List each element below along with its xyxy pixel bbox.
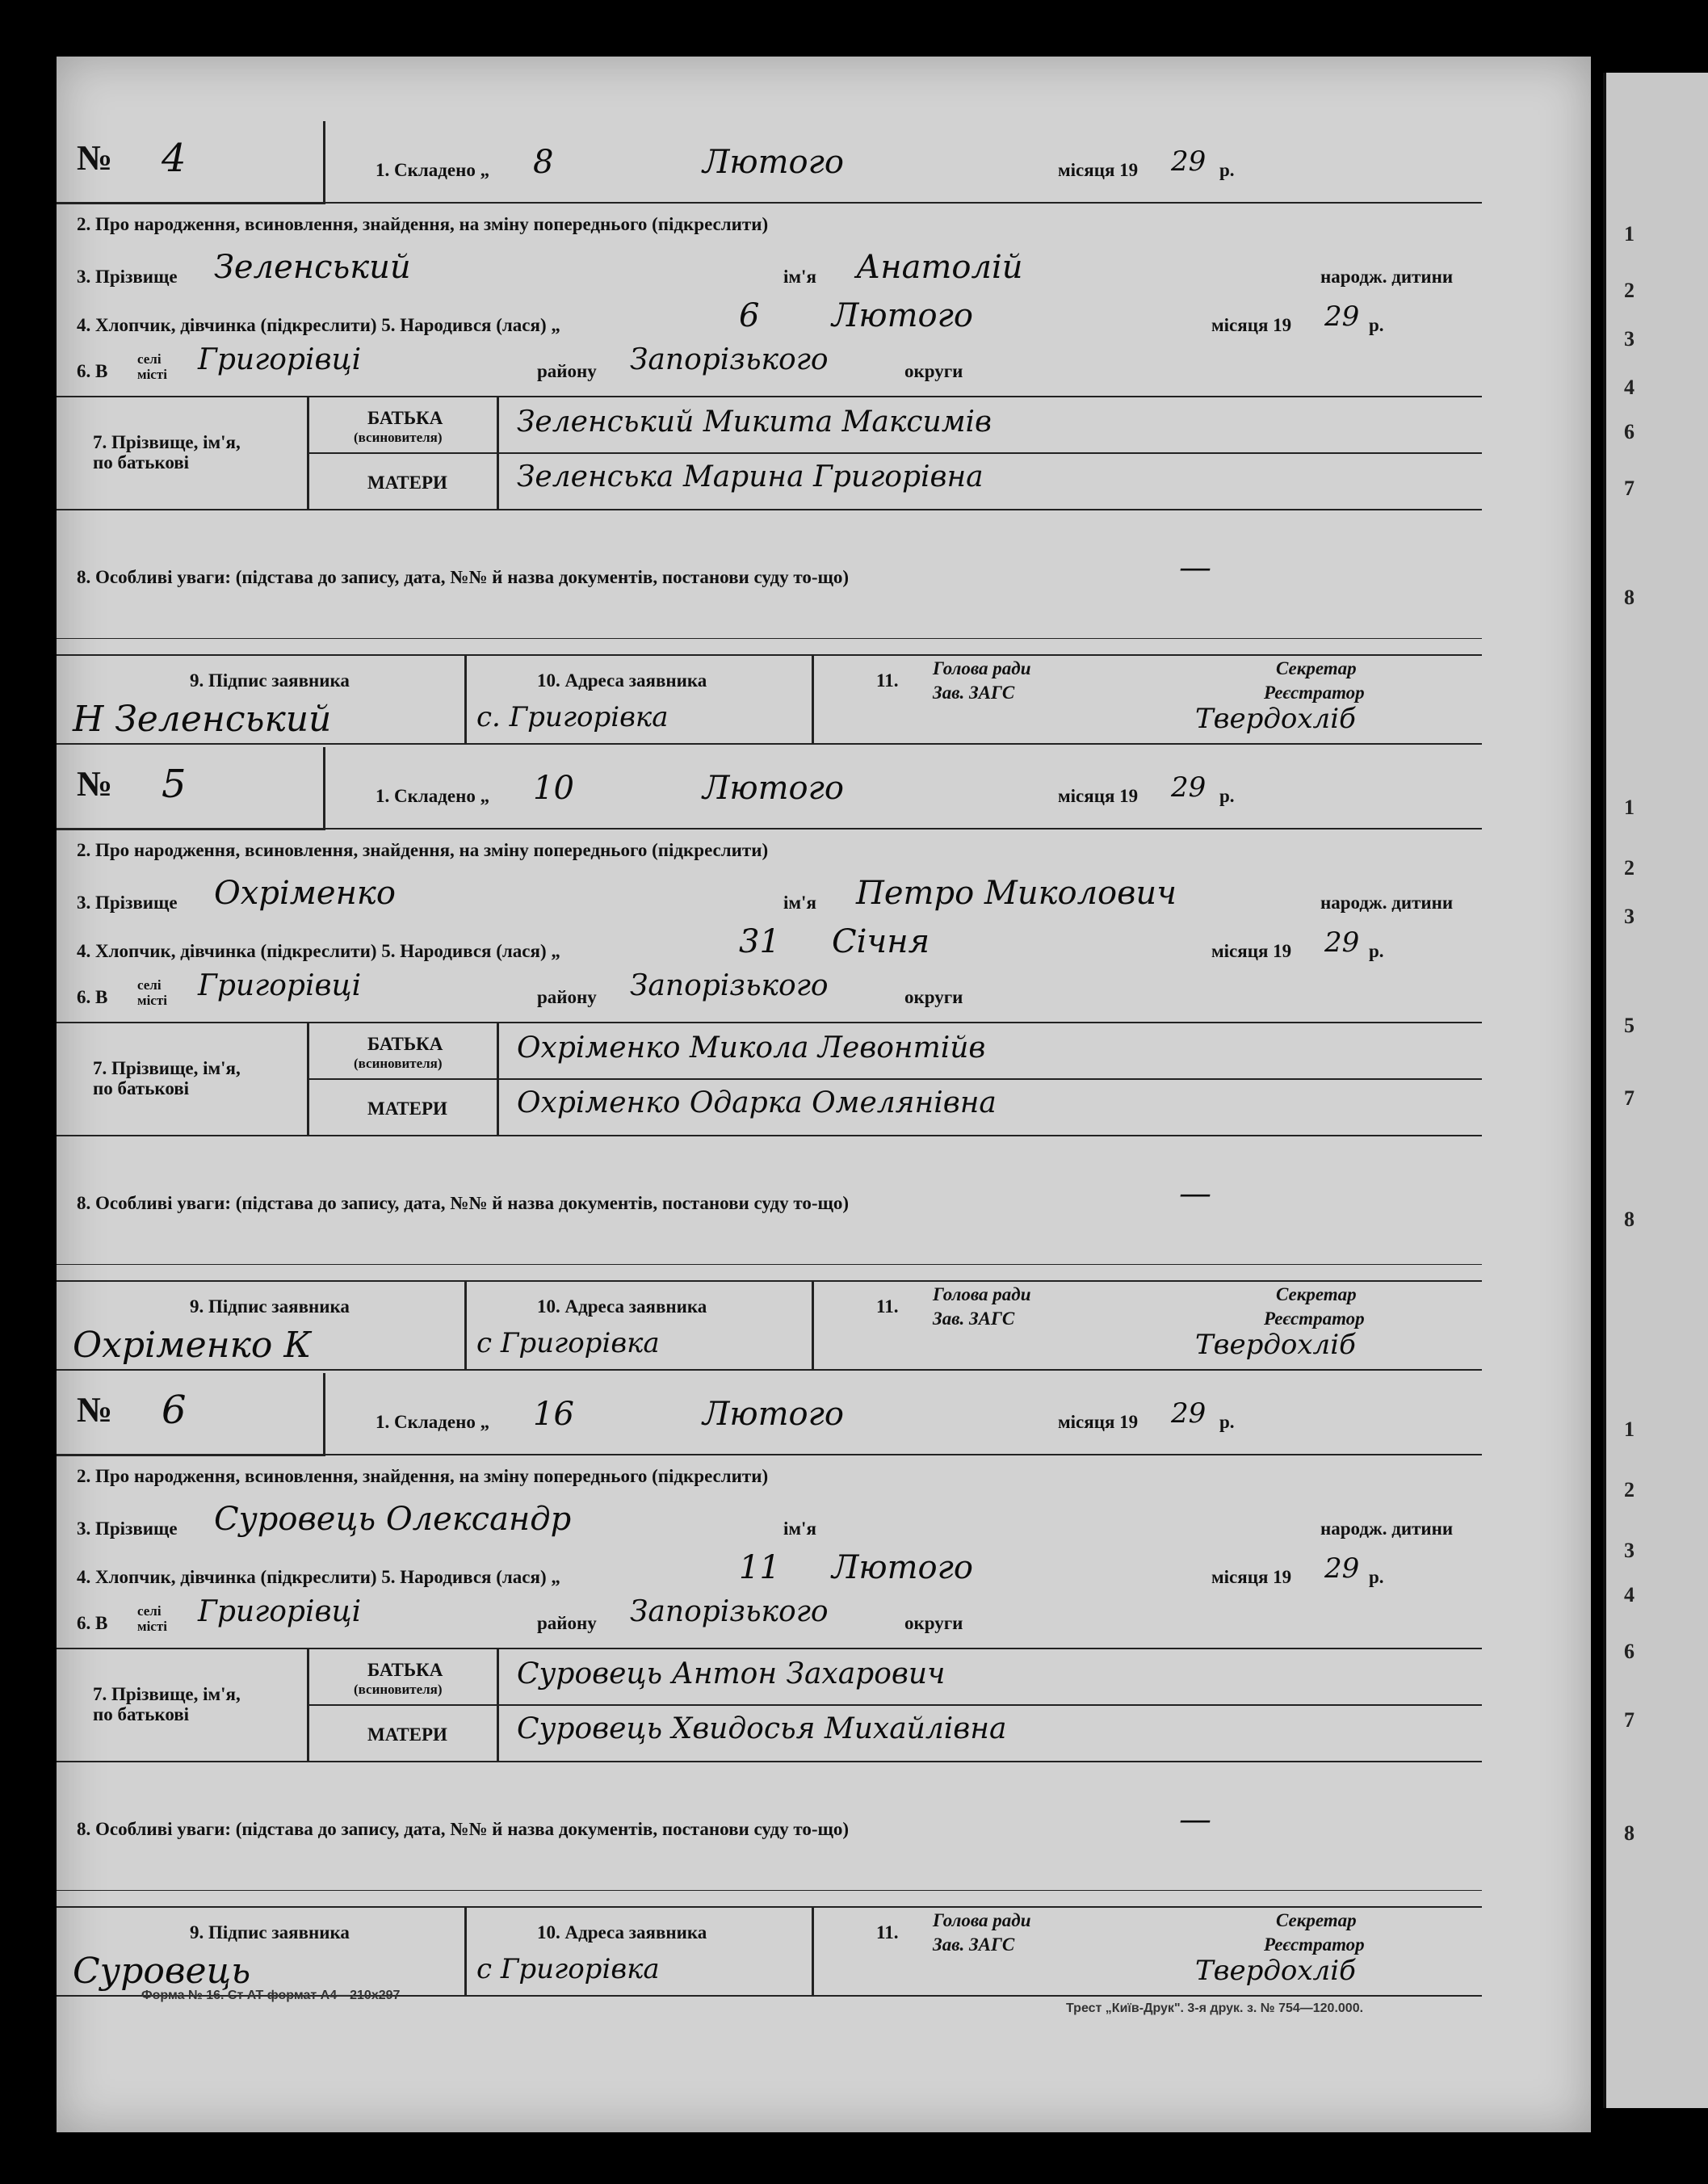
town-label: місті xyxy=(137,1619,167,1634)
village-label: селі xyxy=(137,351,162,367)
birth-year-suffix: р. xyxy=(1369,941,1384,961)
neighbor-row-number: 6 xyxy=(1624,1640,1635,1663)
record-number: 4 xyxy=(162,136,187,181)
neighbor-row-number: 1 xyxy=(1624,796,1635,819)
birth-year: 29 xyxy=(1324,1552,1360,1585)
composed-month: Лютого xyxy=(703,1396,844,1433)
registrar-signature: Твердохліб xyxy=(1195,1329,1356,1361)
neighbor-row-number: 2 xyxy=(1624,279,1635,302)
sign-label: 9. Підпис заявника xyxy=(190,1922,350,1942)
zags-label: Зав. ЗАГС xyxy=(933,1934,1015,1955)
record-number-sign: № xyxy=(77,138,113,178)
head-number: 11. xyxy=(876,1296,899,1317)
okrug-label: округи xyxy=(904,361,963,381)
district-label: району xyxy=(537,987,597,1007)
notes-label: 8. Особливі уваги: (підстава до запису, дата, №№ й назва документів, постанови суду то-що) xyxy=(77,1819,850,1839)
father-label: БАТЬКА xyxy=(367,1660,443,1680)
district: Запорізького xyxy=(630,343,829,376)
divider xyxy=(307,452,1482,454)
parents-label-2: по батькові xyxy=(93,452,190,472)
child-label: народж. дитини xyxy=(1320,267,1454,287)
zags-label: Зав. ЗАГС xyxy=(933,682,1015,703)
divider xyxy=(57,743,1482,745)
father-name: Зеленський Микита Максимів xyxy=(517,405,992,439)
neighbor-row-number: 8 xyxy=(1624,1821,1635,1845)
record-number: 6 xyxy=(162,1388,187,1433)
event-type-label: 2. Про народження, всиновлення, знайдення, на зміну попереднього (підкреслити) xyxy=(77,840,769,860)
village-label: селі xyxy=(137,1603,162,1619)
registrar-label: Реєстратор xyxy=(1264,1934,1365,1955)
divider xyxy=(812,1280,814,1369)
surname-label: 3. Прізвище xyxy=(77,1518,178,1539)
applicant-signature: Охріменко К xyxy=(73,1325,312,1366)
year-suffix: р. xyxy=(1219,160,1235,180)
district-label: району xyxy=(537,1613,597,1633)
divider xyxy=(307,1704,1482,1706)
record-number-sign: № xyxy=(77,764,113,804)
record-number: 5 xyxy=(162,762,187,807)
birth-day: 31 xyxy=(739,923,780,960)
neighbor-row-number: 4 xyxy=(1624,376,1635,399)
birth-year-label: місяця 19 xyxy=(1211,941,1292,961)
birth-year-label: місяця 19 xyxy=(1211,315,1292,335)
address-label: 10. Адреса заявника xyxy=(537,1922,707,1942)
village: Григорівці xyxy=(198,343,362,376)
child-surname: Охріменко xyxy=(214,875,396,912)
applicant-address: с. Григорівка xyxy=(476,701,669,733)
surname-label: 3. Прізвище xyxy=(77,267,178,287)
divider xyxy=(812,1906,814,1995)
father-label: БАТЬКА xyxy=(367,408,443,428)
composed-year: 29 xyxy=(1171,771,1207,804)
composed-month: Лютого xyxy=(703,144,844,181)
notes-value: — xyxy=(1179,549,1211,586)
child-surname: Суровець Олександр xyxy=(214,1501,572,1538)
divider xyxy=(57,1280,1482,1282)
adoptive-label: (всиновителя) xyxy=(354,430,443,445)
composed-year: 29 xyxy=(1171,1397,1207,1430)
divider xyxy=(57,509,1482,510)
birth-year: 29 xyxy=(1324,300,1360,333)
form-footer: Форма № 16. Ст АТ формат А4—210х297 xyxy=(141,1989,401,2002)
birth-day: 11 xyxy=(739,1549,780,1586)
composed-label: 1. Складено „ xyxy=(376,1412,490,1432)
registrar-signature: Твердохліб xyxy=(1195,1955,1356,1987)
neighbor-row-number: 5 xyxy=(1624,1014,1635,1037)
adjacent-page-edge xyxy=(1603,73,1708,2108)
neighbor-row-number: 7 xyxy=(1624,1086,1635,1110)
divider xyxy=(57,1648,1482,1649)
child-name: Анатолій xyxy=(856,249,1023,286)
birth-month: Січня xyxy=(832,923,930,960)
year-suffix: р. xyxy=(1219,786,1235,806)
parents-label: 7. Прізвище, ім'я, xyxy=(93,1058,241,1078)
divider xyxy=(57,396,1482,397)
sign-label: 9. Підпис заявника xyxy=(190,1296,350,1317)
parents-label-2: по батькові xyxy=(93,1704,190,1724)
divider xyxy=(812,654,814,743)
name-label: ім'я xyxy=(783,892,816,913)
registrar-signature: Твердохліб xyxy=(1195,703,1356,735)
neighbor-row-number: 3 xyxy=(1624,1539,1635,1562)
divider xyxy=(464,1906,467,1995)
neighbor-row-number: 1 xyxy=(1624,222,1635,246)
birth-year-suffix: р. xyxy=(1369,1567,1384,1587)
birth-year: 29 xyxy=(1324,926,1360,959)
applicant-signature: Суровець xyxy=(73,1951,251,1992)
birth-month: Лютого xyxy=(832,1549,973,1586)
town-label: місті xyxy=(137,993,167,1008)
village-label: селі xyxy=(137,977,162,993)
notes-value: — xyxy=(1179,1175,1211,1212)
okrug-label: округи xyxy=(904,987,963,1007)
mother-label: МАТЕРИ xyxy=(367,1724,447,1745)
place-label: 6. В xyxy=(77,987,108,1007)
notes-label: 8. Особливі уваги: (підстава до запису, дата, №№ й назва документів, постанови суду то-що) xyxy=(77,567,850,587)
divider xyxy=(57,654,1482,656)
head-number: 11. xyxy=(876,1922,899,1942)
neighbor-row-number: 1 xyxy=(1624,1418,1635,1441)
head-label: Голова ради xyxy=(933,1284,1031,1304)
divider xyxy=(323,828,1482,830)
neighbor-row-number: 8 xyxy=(1624,586,1635,609)
address-label: 10. Адреса заявника xyxy=(537,670,707,691)
divider xyxy=(57,1906,1482,1908)
applicant-address: с Григорівка xyxy=(476,1953,660,1985)
child-surname: Зеленський xyxy=(214,249,411,286)
child-name: Петро Миколович xyxy=(856,875,1177,912)
birth-day: 6 xyxy=(739,297,760,334)
father-name: Суровець Антон Захарович xyxy=(517,1657,946,1690)
composed-year-label: місяця 19 xyxy=(1058,1412,1139,1432)
divider xyxy=(323,1454,1482,1455)
neighbor-row-number: 2 xyxy=(1624,856,1635,880)
composed-label: 1. Складено „ xyxy=(376,160,490,180)
neighbor-row-number: 3 xyxy=(1624,905,1635,928)
composed-label: 1. Складено „ xyxy=(376,786,490,806)
head-label: Голова ради xyxy=(933,1910,1031,1930)
applicant-signature: Н Зеленський xyxy=(73,699,332,740)
neighbor-row-number: 8 xyxy=(1624,1208,1635,1231)
sign-label: 9. Підпис заявника xyxy=(190,670,350,691)
secretary-label: Секретар xyxy=(1276,1284,1357,1304)
composed-day: 16 xyxy=(533,1396,574,1433)
divider xyxy=(57,1135,1482,1136)
neighbor-row-number: 2 xyxy=(1624,1478,1635,1502)
town-label: місті xyxy=(137,367,167,382)
event-type-label: 2. Про народження, всиновлення, знайдення, на зміну попереднього (підкреслити) xyxy=(77,1466,769,1486)
okrug-label: округи xyxy=(904,1613,963,1633)
notes-label: 8. Особливі уваги: (підстава до запису, дата, №№ й назва документів, постанови суду то-що) xyxy=(77,1193,850,1213)
divider xyxy=(57,1369,1482,1371)
name-label: ім'я xyxy=(783,267,816,287)
neighbor-row-number: 4 xyxy=(1624,1583,1635,1606)
head-label: Голова ради xyxy=(933,658,1031,678)
divider xyxy=(307,1078,1482,1080)
secretary-label: Секретар xyxy=(1276,1910,1357,1930)
divider xyxy=(464,1280,467,1369)
divider xyxy=(57,1890,1482,1891)
mother-name: Охріменко Одарка Омелянівна xyxy=(517,1086,997,1119)
secretary-label: Секретар xyxy=(1276,658,1357,678)
birth-record xyxy=(57,1373,1482,1995)
name-label: ім'я xyxy=(783,1518,816,1539)
place-label: 6. В xyxy=(77,1613,108,1633)
birth-record xyxy=(57,747,1482,1369)
child-label: народж. дитини xyxy=(1320,892,1454,913)
mother-label: МАТЕРИ xyxy=(367,1098,447,1119)
gender-label: 4. Хлопчик, дівчинка (підкреслити) 5. Народився (лася) „ xyxy=(77,941,560,961)
registrar-label: Реєстратор xyxy=(1264,682,1365,703)
record-number-sign: № xyxy=(77,1390,113,1430)
year-suffix: р. xyxy=(1219,1412,1235,1432)
mother-name: Зеленська Марина Григорівна xyxy=(517,460,984,494)
neighbor-row-number: 7 xyxy=(1624,477,1635,500)
village: Григорівці xyxy=(198,1595,362,1628)
divider xyxy=(323,202,1482,204)
mother-label: МАТЕРИ xyxy=(367,472,447,493)
district: Запорізького xyxy=(630,1595,829,1628)
divider xyxy=(57,1761,1482,1762)
composed-day: 8 xyxy=(533,144,554,181)
adoptive-label: (всиновителя) xyxy=(354,1682,443,1697)
parents-label: 7. Прізвище, ім'я, xyxy=(93,432,241,452)
divider xyxy=(57,638,1482,639)
gender-label: 4. Хлопчик, дівчинка (підкреслити) 5. Народився (лася) „ xyxy=(77,315,560,335)
event-type-label: 2. Про народження, всиновлення, знайдення, на зміну попереднього (підкреслити) xyxy=(77,214,769,234)
village: Григорівці xyxy=(198,969,362,1002)
parents-label: 7. Прізвище, ім'я, xyxy=(93,1684,241,1704)
father-label: БАТЬКА xyxy=(367,1034,443,1054)
neighbor-row-number: 7 xyxy=(1624,1708,1635,1732)
district-label: району xyxy=(537,361,597,381)
birth-record xyxy=(57,121,1482,743)
composed-year-label: місяця 19 xyxy=(1058,786,1139,806)
registrar-label: Реєстратор xyxy=(1264,1308,1365,1329)
divider xyxy=(57,1264,1482,1265)
birth-month: Лютого xyxy=(832,297,973,334)
address-label: 10. Адреса заявника xyxy=(537,1296,707,1317)
father-name: Охріменко Микола Левонтійв xyxy=(517,1031,986,1065)
neighbor-row-number: 3 xyxy=(1624,327,1635,351)
district: Запорізького xyxy=(630,969,829,1002)
divider xyxy=(57,1022,1482,1023)
composed-day: 10 xyxy=(533,770,574,807)
composed-year-label: місяця 19 xyxy=(1058,160,1139,180)
adoptive-label: (всиновителя) xyxy=(354,1056,443,1071)
gender-label: 4. Хлопчик, дівчинка (підкреслити) 5. Народився (лася) „ xyxy=(77,1567,560,1587)
notes-value: — xyxy=(1179,1801,1211,1838)
head-number: 11. xyxy=(876,670,899,691)
birth-year-label: місяця 19 xyxy=(1211,1567,1292,1587)
divider xyxy=(464,654,467,743)
birth-year-suffix: р. xyxy=(1369,315,1384,335)
mother-name: Суровець Хвидосья Михайлівна xyxy=(517,1712,1007,1745)
parents-label-2: по батькові xyxy=(93,1078,190,1098)
surname-label: 3. Прізвище xyxy=(77,892,178,913)
child-label: народж. дитини xyxy=(1320,1518,1454,1539)
zags-label: Зав. ЗАГС xyxy=(933,1308,1015,1329)
composed-year: 29 xyxy=(1171,145,1207,178)
applicant-address: с Григорівка xyxy=(476,1327,660,1359)
printer-footer: Трест „Київ-Друк". 3-я друк. з. № 754—120.000. xyxy=(1066,2001,1364,2015)
neighbor-row-number: 6 xyxy=(1624,420,1635,443)
place-label: 6. В xyxy=(77,361,108,381)
composed-month: Лютого xyxy=(703,770,844,807)
